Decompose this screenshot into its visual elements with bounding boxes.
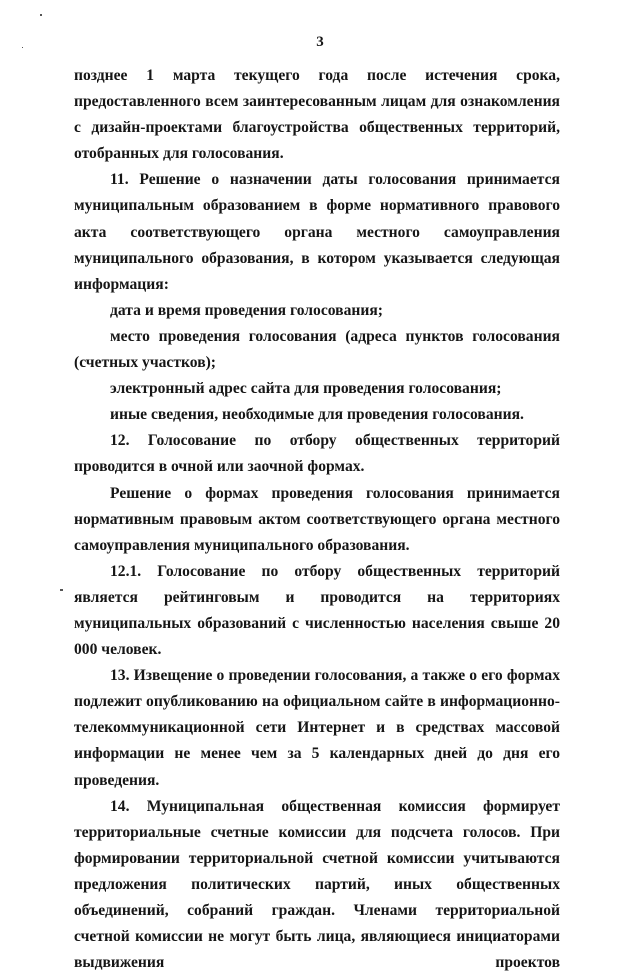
scan-speck: [60, 589, 63, 591]
list-item-site: электронный адрес сайта для проведения голосования;: [110, 380, 502, 398]
list-item-date: дата и время проведения голосования;: [110, 301, 383, 319]
paragraph-12-decision: Решение о формах проведения голосования принимается нормативным правовым актом соответствующего органа местного самоуправления муниципального образования.: [74, 484, 560, 554]
page-number: 3: [316, 34, 324, 50]
scan-speck: [40, 14, 42, 16]
paragraph-12: 12. Голосование по отбору общественных территорий проводится в очной или заочной формах.: [74, 432, 560, 476]
paragraph-13: 13. Извещение о проведении голосования, а также о его формах подлежит опубликованию на официальном сайте в информационно-телекоммуникационной сети Интернет и в средствах массовой информации не менее чем за 5 календарных дней до дня его проведения.: [74, 667, 560, 789]
paragraph-12-1: 12.1. Голосование по отбору общественных территорий является рейтинговым и проводится на территориях муниципальных образований с численностью населения свыше 20 000 человек.: [74, 562, 560, 659]
paragraph-14: 14. Муниципальная общественная комиссия формирует территориальные счетные комиссии для подсчета голосов. При формировании территориальной счетной комиссии учитываются предложения политических партий, иных общественных объединений, собраний граждан. Членами территориальной счетной комиссии не могут быть лица, являющиеся инициаторами выдвижения проектов: [74, 797, 560, 972]
paragraph-11: 11. Решение о назначении даты голосования принимается муниципальным образованием в форме нормативного правового акта соответствующего органа местного самоуправления муниципального образования, в котором указывается следующая информация:: [74, 171, 560, 293]
paragraph-intro-continuation: позднее 1 марта текущего года после истечения срока, предоставленного всем заинтересованным лицам для ознакомления с дизайн-проектами благоустройства общественных территорий, отобранных для голосования.: [74, 67, 560, 163]
list-item-other: иные сведения, необходимые для проведения голосования.: [110, 406, 524, 424]
list-item-place: место проведения голосования (адреса пунктов голосования (счетных участков);: [74, 327, 560, 372]
document-body: [74, 63, 560, 976]
